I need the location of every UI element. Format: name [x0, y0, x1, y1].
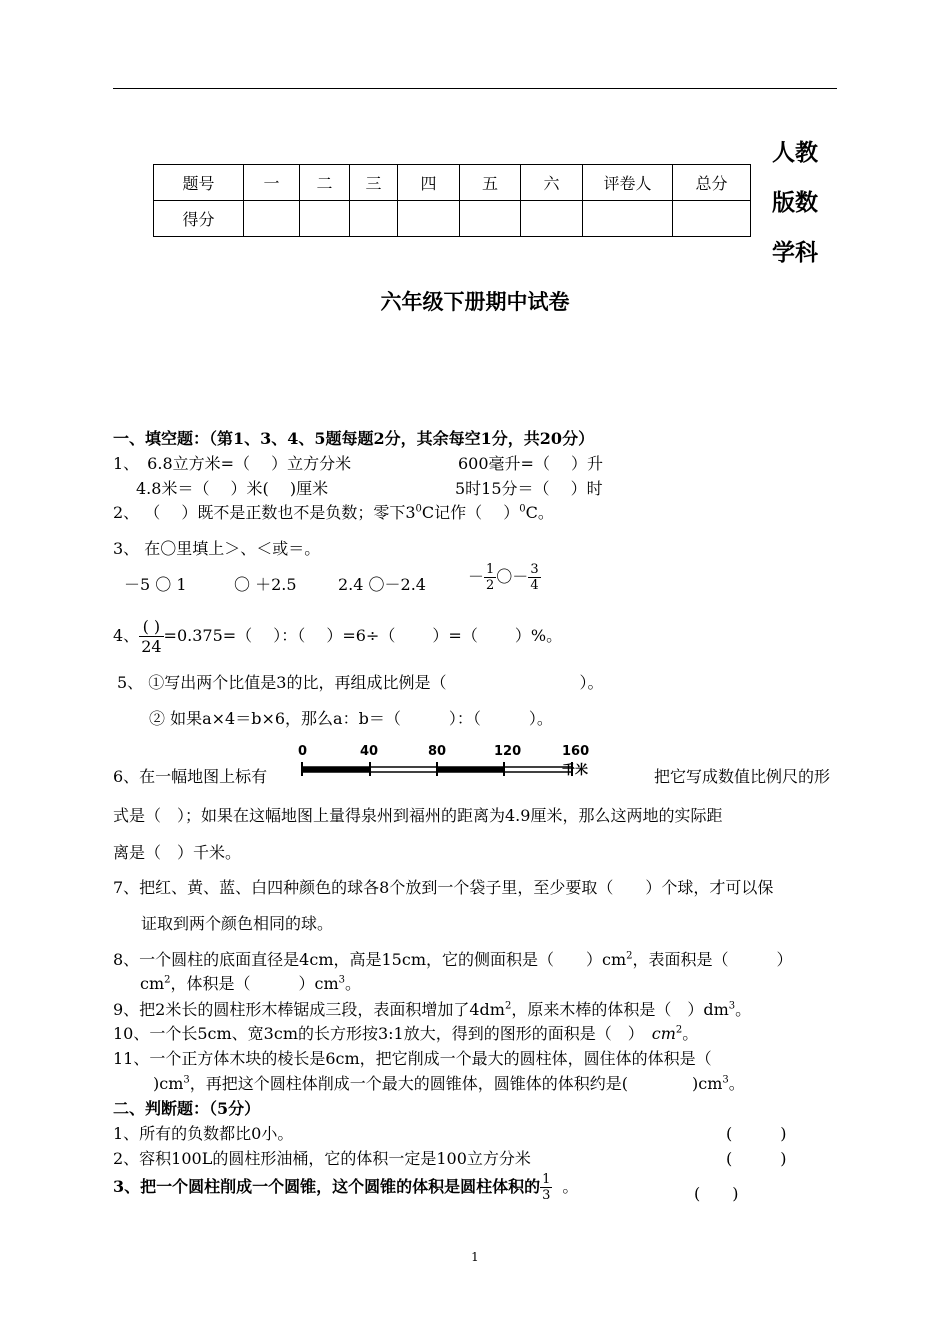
score-table-score-row — [154, 201, 751, 237]
judge-answer-blank[interactable]: ( ) — [694, 1184, 739, 1203]
map-scale-bar — [298, 744, 590, 784]
score-cell: 五 — [460, 165, 521, 201]
scale-label: 160千米 — [562, 744, 590, 778]
fraction: $\frac{1}{2}$ — [486, 562, 495, 593]
score-input-cell[interactable] — [398, 201, 460, 237]
q2-text: 2、 （ ）既不是正数也不是负数；零下$3^0C$记作（ ）$^0$C。 — [113, 503, 554, 522]
q6-text: 把它写成数值比例尺的形 — [654, 767, 831, 786]
score-cell: 六 — [521, 165, 583, 201]
judge-answer-blank[interactable]: ( ) — [726, 1124, 787, 1143]
score-cell: 总分 — [673, 165, 751, 201]
page-number: 1 — [471, 1250, 479, 1264]
score-cell: 一 — [244, 165, 300, 201]
q11-text: )$cm^3$，再把这个圆柱体削成一个最大的圆锥体，圆锥体的体积约是( )$cm^3$。 — [153, 1074, 745, 1093]
q6-text: 式是（ ）；如果在这幅地图上量得泉州到福州的距离为4.9厘米，那么这两地的实际距 — [113, 806, 723, 825]
score-table — [153, 164, 751, 237]
fraction: $\frac{1}{3}$ — [542, 1172, 551, 1203]
page-title: 六年级下册期中试卷 — [380, 290, 570, 314]
q5-text: 5、 ①写出两个比值是3的比，再组成比例是（ ）。 — [117, 673, 604, 692]
score-cell: 得分 — [154, 201, 244, 237]
q1-text: 600毫升=（ ）升 — [458, 454, 604, 473]
score-input-cell[interactable] — [521, 201, 583, 237]
header-rule — [113, 88, 837, 89]
q3-item: 2.4 〇－2.4 — [338, 575, 426, 594]
q1-text: 4.8米＝（ ）米( )厘米 — [136, 479, 329, 498]
score-table-header-row — [154, 165, 751, 201]
score-cell: 评卷人 — [583, 165, 673, 201]
score-input-cell[interactable] — [583, 201, 673, 237]
score-input-cell[interactable] — [460, 201, 521, 237]
q11-text: 11、一个正方体木块的棱长是6cm，把它削成一个最大的圆柱体，圆住体的体积是（ — [113, 1049, 712, 1068]
scale-label: 40 — [360, 744, 379, 759]
q6-text: 离是（ ）千米。 — [113, 843, 242, 862]
q3-item: 〇 ＋2.5 — [234, 575, 297, 594]
q7-text: 7、把红、黄、蓝、白四种颜色的球各8个放到一个袋子里，至少要取（ ）个球，才可以保 — [113, 878, 774, 897]
score-input-cell[interactable] — [350, 201, 398, 237]
q10-text: 10、一个长5cm、宽3cm的长方形按3:1放大，得到的图形的面积是（ ） $cm^2$。 — [113, 1024, 699, 1043]
scale-label: 80 — [428, 744, 447, 759]
q5-text: ② 如果a×4＝b×6，那么a：b＝（ ）：（ ）。 — [149, 709, 553, 728]
score-input-cell[interactable] — [300, 201, 350, 237]
section2-heading: 二、判断题：（5分） — [113, 1099, 261, 1118]
judge-question: 2、容积100L的圆柱形油桶，它的体积一定是100立方分米 — [113, 1149, 531, 1168]
score-input-cell[interactable] — [244, 201, 300, 237]
scale-label: 0 — [298, 744, 308, 759]
q7-text: 证取到两个颜色相同的球。 — [141, 914, 334, 933]
q3-fraction-item: － $\frac{1}{2}$ 〇－ $\frac{3}{4}$ — [468, 562, 539, 593]
fraction: $\frac{( )}{24}$ — [141, 617, 162, 656]
score-cell: 题号 — [154, 165, 244, 201]
q6-text: 6、在一幅地图上标有 — [113, 767, 268, 786]
q1-text: 5时15分＝（ ）时 — [455, 479, 603, 498]
q8-text: 8、一个圆柱的底面直径是4cm，高是15cm，它的侧面积是（ ）$cm^2$，表面积是（ ） — [113, 950, 793, 969]
score-cell: 四 — [398, 165, 460, 201]
scale-label: 120 — [494, 744, 522, 759]
score-cell: 三 — [350, 165, 398, 201]
q9-text: 9、把2米长的圆柱形木棒锯成三段，表面积增加了$4dm^2$，原来木棒的体积是（ ）$dm^3$。 — [113, 1000, 752, 1019]
side-label: 版数 — [772, 190, 818, 216]
side-label: 学科 — [772, 240, 818, 266]
q8-text: $cm^2$，体积是（ ）$cm^3$。 — [140, 974, 362, 993]
q3-item: －5 〇 1 — [124, 575, 187, 594]
score-cell: 二 — [300, 165, 350, 201]
side-label: 人教 — [772, 140, 818, 166]
judge-answer-blank[interactable]: ( ) — [726, 1149, 787, 1168]
scale-bar-graphic — [298, 760, 578, 780]
judge-question: 1、所有的负数都比0小。 — [113, 1124, 294, 1143]
section1-heading: 一、填空题：（第1、3、4、5题每题2分，其余每空1分，共20分） — [113, 429, 595, 448]
q3-text: 3、 在〇里填上＞、＜或＝。 — [113, 539, 321, 558]
fraction: $\frac{3}{4}$ — [530, 562, 539, 593]
score-input-cell[interactable] — [673, 201, 751, 237]
judge-question: 3、把一个圆柱削成一个圆锥，这个圆锥的体积是圆柱体积的 $\frac{1}{3}$ 。 — [113, 1172, 579, 1203]
q4-text: 4、 $\frac{( )}{24}$ =0.375=（ ）：（ ）=6÷（ ）=（ ）%。 — [113, 617, 563, 656]
q1-text: 1、 6.8立方米=（ ）立方分米 — [113, 454, 352, 473]
